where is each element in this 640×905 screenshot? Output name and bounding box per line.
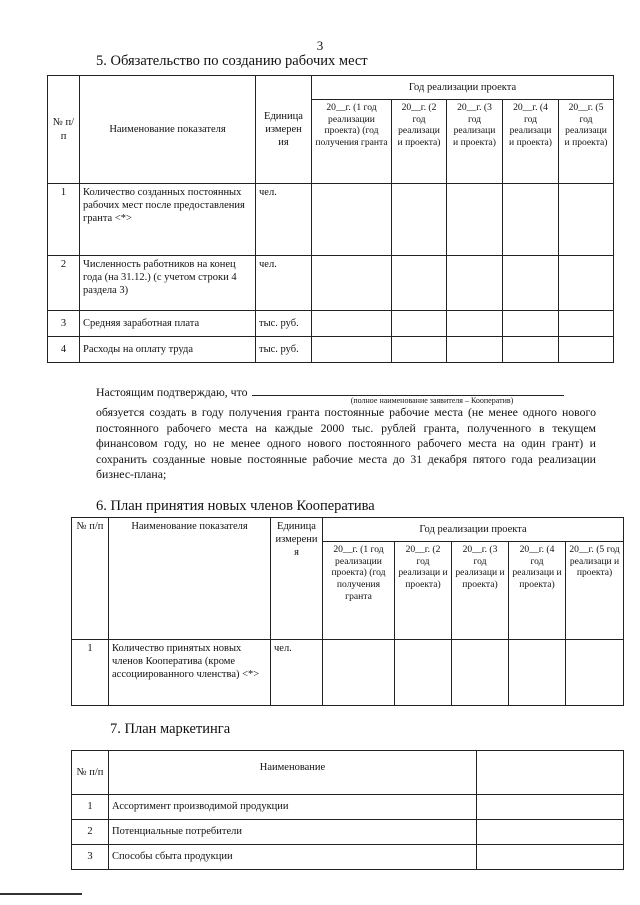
row-num: 2 — [48, 256, 80, 311]
row-num: 1 — [72, 640, 109, 706]
row-num: 3 — [72, 845, 109, 870]
year-cell[interactable] — [312, 184, 392, 256]
section7-title: 7. План маркетинга — [110, 721, 231, 737]
applicant-caption: (полное наименование заявителя – Кооператив) — [350, 396, 514, 405]
table-row — [72, 845, 624, 870]
row-unit: тыс. руб. — [256, 311, 312, 337]
year-4-header: 20__г. (4 год реализаци и проекта) — [509, 542, 566, 640]
year-cell[interactable] — [312, 311, 392, 337]
jobs-table — [47, 75, 614, 363]
row-num: 1 — [72, 795, 109, 820]
year-1-header: 20__г. (1 год реализации проекта) (год получения гранта — [312, 100, 392, 184]
year-cell[interactable] — [509, 640, 566, 706]
year-cell[interactable] — [323, 640, 395, 706]
year-group-header: Год реализации проекта — [323, 518, 624, 542]
row-name: Способы сбыта продукции — [109, 845, 477, 870]
year-cell[interactable] — [452, 640, 509, 706]
table-row — [48, 256, 614, 311]
year-5-header: 20__г. (5 год реализаци и проекта) — [566, 542, 624, 640]
members-table — [71, 517, 624, 706]
row-num: 1 — [48, 184, 80, 256]
table-row — [48, 337, 614, 363]
year-cell[interactable] — [447, 184, 503, 256]
year-cell[interactable] — [392, 256, 447, 311]
row-unit: чел. — [271, 640, 323, 706]
value-cell[interactable] — [477, 820, 624, 845]
table-row — [48, 184, 614, 256]
col-num-header: № п/п — [72, 518, 109, 640]
row-unit: тыс. руб. — [256, 337, 312, 363]
applicant-name-field[interactable] — [252, 383, 564, 396]
row-name: Средняя заработная плата — [80, 311, 256, 337]
year-3-header: 20__г. (3 год реализаци и проекта) — [452, 542, 509, 640]
col-num-header: № п/п — [72, 751, 109, 795]
year-cell[interactable] — [395, 640, 452, 706]
year-cell[interactable] — [559, 256, 614, 311]
value-cell[interactable] — [477, 845, 624, 870]
row-name: Ассортимент производимой продукции — [109, 795, 477, 820]
table-row — [72, 820, 624, 845]
year-cell[interactable] — [447, 311, 503, 337]
year-cell[interactable] — [559, 184, 614, 256]
marketing-table — [71, 750, 624, 870]
row-name: Численность работников на конец года (на 31.12.) (с учетом строки 4 раздела 3) — [80, 256, 256, 311]
row-name: Расходы на оплату труда — [80, 337, 256, 363]
year-cell[interactable] — [559, 337, 614, 363]
col-name-header: Наименование показателя — [80, 76, 256, 184]
table-row — [72, 640, 624, 706]
confirmation-lead: Настоящим подтверждаю, что — [96, 385, 248, 399]
year-5-header: 20__г. (5 год реализаци и проекта) — [559, 100, 614, 184]
year-cell[interactable] — [503, 311, 559, 337]
year-2-header: 20__г. (2 год реализаци и проекта) — [395, 542, 452, 640]
section5-title: 5. Обязательство по созданию рабочих мест — [96, 53, 368, 69]
col-unit-header: Единица измерени я — [271, 518, 323, 640]
year-cell[interactable] — [566, 640, 624, 706]
year-4-header: 20__г. (4 год реализаци и проекта) — [503, 100, 559, 184]
year-cell[interactable] — [312, 337, 392, 363]
row-name: Количество созданных постоянных рабочих мест после предоставления гранта <*> — [80, 184, 256, 256]
row-unit: чел. — [256, 184, 312, 256]
year-cell[interactable] — [392, 337, 447, 363]
year-cell[interactable] — [447, 337, 503, 363]
year-cell[interactable] — [392, 311, 447, 337]
col-name-header: Наименование показателя — [109, 518, 271, 640]
value-cell[interactable] — [477, 795, 624, 820]
year-cell[interactable] — [559, 311, 614, 337]
section6-title: 6. План принятия новых членов Кооператива — [96, 498, 375, 514]
col-name-header: Наименование — [109, 751, 477, 795]
year-cell[interactable] — [447, 256, 503, 311]
table-row — [48, 311, 614, 337]
year-cell[interactable] — [503, 184, 559, 256]
footnote-divider — [0, 893, 82, 895]
year-group-header: Год реализации проекта — [312, 76, 614, 100]
year-3-header: 20__г. (3 год реализаци и проекта) — [447, 100, 503, 184]
year-1-header: 20__г. (1 год реализации проекта) (год получения гранта — [323, 542, 395, 640]
year-2-header: 20__г. (2 год реализаци и проекта) — [392, 100, 447, 184]
col-num-header: № п/п — [48, 76, 80, 184]
confirmation-body: обязуется создать в году получения гранта постоянные рабочие места (не менее одного нового постоянного рабочего места на каждые 2000 тыс. рублей гранта, полученного в текущем финансовом году, но не менее одного нового постоянного рабочего места на один грант) и сохранить созданные новые постоянные рабочие места до 31 декабря пятого года реализации бизнес-плана; — [96, 405, 596, 482]
row-num: 4 — [48, 337, 80, 363]
row-num: 3 — [48, 311, 80, 337]
page-number: 3 — [316, 38, 324, 53]
year-cell[interactable] — [503, 256, 559, 311]
row-name: Потенциальные потребители — [109, 820, 477, 845]
col-unit-header: Единица измерен ия — [256, 76, 312, 184]
row-num: 2 — [72, 820, 109, 845]
year-cell[interactable] — [503, 337, 559, 363]
year-cell[interactable] — [392, 184, 447, 256]
row-name: Количество принятых новых членов Кооператива (кроме ассоциированного членства) <*> — [109, 640, 271, 706]
year-cell[interactable] — [312, 256, 392, 311]
table-row — [72, 795, 624, 820]
row-unit: чел. — [256, 256, 312, 311]
value-cell[interactable] — [477, 751, 624, 795]
